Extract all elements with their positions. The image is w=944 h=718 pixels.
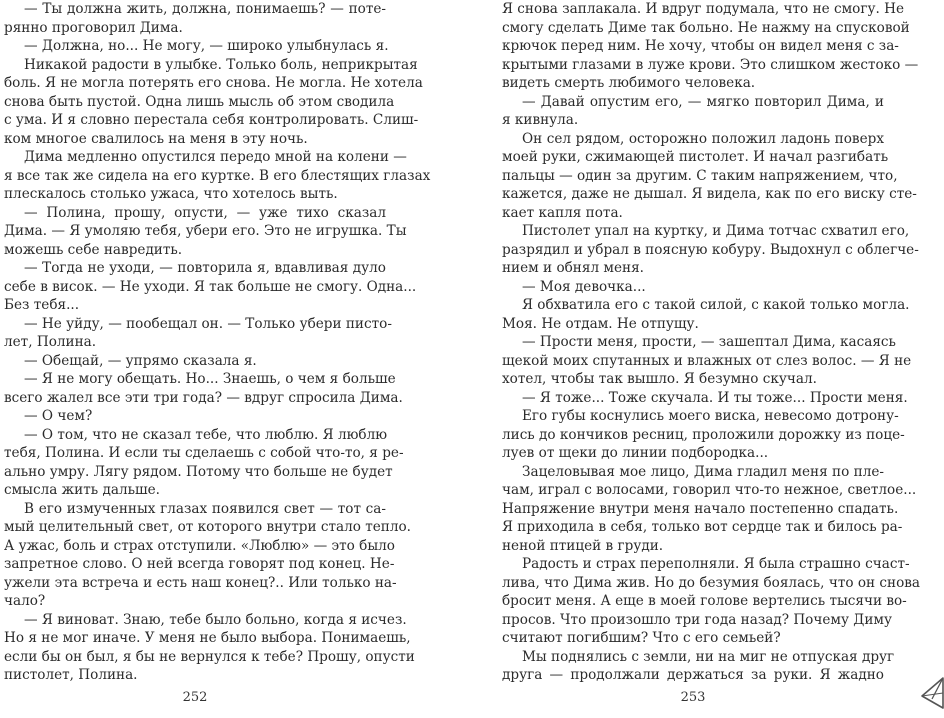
text-line: В его измученных глазах появился свет — тот са- <box>24 500 386 517</box>
text-line: Его губы коснулись моего виска, невесомо дотрону- <box>522 408 899 424</box>
text-line: Моя. Не отдам. Не отпущу. <box>502 315 699 332</box>
text-line: Дима медленно опустился передо мной на колени — <box>24 149 407 165</box>
text-line: хотел, чтобы так вышло. Я безумно скучал. <box>502 371 817 387</box>
text-line: Напряжение внутри меня начало постепенно спадать. <box>502 500 899 517</box>
text-line: крытыми глазами в луже крови. Это слишком жестоко — <box>502 56 919 73</box>
text-line: тебя, Полина. И если ты сделаешь с собой что-то, я ре- <box>4 445 404 461</box>
text-line: снова быть пустой. Одна лишь мысль об этом сводила <box>4 93 395 110</box>
text-line: — О том, что не сказал тебе, что люблю. Я люблю <box>24 426 388 443</box>
text-line: рянно проговорил Дима. <box>4 19 183 36</box>
text-line: крючок перед ним. Не хочу, чтобы он видел меня с за- <box>502 38 899 54</box>
text-line: — Я виноват. Знаю, тебе было больно, когда я исчез. <box>24 611 407 628</box>
text-line: — Тогда не уходи, — повторила я, вдавливая дуло <box>24 260 386 276</box>
text-line: кажется, даже не дышал. Я видела, как по его виску сте- <box>502 186 917 202</box>
text-line: я кивнула. <box>502 112 579 128</box>
text-line: боль. Я не могла потерять его снова. Не могла. Не хотела <box>4 75 423 91</box>
text-line: чам, играл с волосами, говорил что-то нежное, светлое... <box>502 482 917 498</box>
page-number-right: 253 <box>680 690 706 705</box>
text-line: — Давай опустим его, — мягко повторил Дима, и <box>522 93 884 110</box>
text-line: Пистолет упал на куртку, и Дима тотчас схватил его, <box>522 223 910 239</box>
text-line: ужели эта встреча и есть наш конец?.. Или только на- <box>4 574 397 591</box>
text-line: Но я не мог иначе. У меня не было выбора. Понимаешь, <box>4 630 411 646</box>
text-line: щекой моих спутанных и влажных от слез волос. — Я не <box>502 352 912 369</box>
text-line: Никакой радости в улыбке. Только боль, неприкрытая <box>24 56 418 73</box>
text-line: плескалось столько ужаса, что хотелось выть. <box>4 186 338 202</box>
page-number-left: 252 <box>182 690 208 705</box>
text-line: — Ты должна жить, должна, понимаешь? — поте- <box>24 1 386 17</box>
text-line: луев от щеки до линии подбородка... <box>502 445 769 461</box>
text-line: мый целительный свет, от которого внутри стало тепло. <box>4 519 411 535</box>
text-line: всего жалел все эти три года? — вдруг спросила Дима. <box>4 389 403 406</box>
text-line: — Полина, прошу, опусти, — уже тихо сказал <box>24 204 386 221</box>
paper-plane-icon[interactable] <box>914 672 944 712</box>
text-line: — Прости меня, прости, — зашептал Дима, касаясь <box>522 334 896 350</box>
text-line: Мы поднялись с земли, ни на миг не отпуская друг <box>522 648 895 665</box>
text-line: Дима. — Я умоляю тебя, убери его. Это не игрушка. Ты <box>4 223 407 239</box>
text-line: лет, Полина. <box>4 334 97 350</box>
text-line: бросит меня. А еще в моей голове вертелись тысячи во- <box>502 593 907 609</box>
text-line: лива, что Дима жив. Но до безумия боялась, что он снова <box>502 574 921 591</box>
text-line: разрядил и убрал в поясную кобуру. Выдохнул с облегче- <box>502 241 919 258</box>
text-line: просов. Что произошло три года назад? Почему Диму <box>502 611 892 628</box>
text-line: ком многое свалилось на меня в эту ночь. <box>4 130 308 147</box>
text-line: смогу сделать Диме так больно. Не нажму на спусковой <box>502 19 910 36</box>
text-line: — Обещай, — упрямо сказала я. <box>24 352 257 369</box>
text-line: считают погибшим? Что с его семьей? <box>502 630 781 646</box>
text-line: Он сел рядом, осторожно положил ладонь поверх <box>522 130 884 147</box>
text-line: с ума. И я словно перестала себя контролировать. Слиш- <box>4 112 419 128</box>
text-line: моей руки, сжимающей пистолет. И начал разгибать <box>502 149 889 165</box>
text-line: неной птицей в груди. <box>502 537 664 554</box>
text-line: лись до кончиков ресниц, проложили дорожку из поце- <box>502 426 905 443</box>
text-line: друга — продолжали держаться за руки. Я жадно <box>502 667 884 683</box>
text-line: запретное слово. О ней всегда говорят под конец. Не- <box>4 556 395 572</box>
text-line: себе в висок. — Не уходи. Я так больше не смогу. Одна... <box>4 278 417 295</box>
text-line: — О чем? <box>24 408 93 424</box>
text-line: ально умру. Лягу рядом. Потому что больше не будет <box>4 463 393 480</box>
text-line: Я приходила в себя, только вот сердце так и билось ра- <box>502 519 903 535</box>
text-line: — Я тоже... Тоже скучала. И ты тоже... Прости меня. <box>522 389 908 406</box>
text-line: нием и обнял меня. <box>502 260 644 276</box>
text-line: смысла жить дальше. <box>4 482 161 498</box>
text-line: Радость и страх переполняли. Я была страшно счаст- <box>522 556 910 572</box>
text-line: чало? <box>4 593 46 609</box>
text-line: пальцы — один за другим. С таким напряжением, что, <box>502 167 898 184</box>
text-line: — Моя девочка... <box>522 278 646 295</box>
text-line: я все так же сидела на его куртке. В его блестящих глазах <box>4 167 431 184</box>
text-line: — Должна, но... Не могу, — широко улыбнулась я. <box>24 38 389 54</box>
text-line: А ужас, боль и страх отступили. «Люблю» — это было <box>4 537 395 554</box>
text-line: — Не уйду, — пообещал он. — Только убери писто- <box>24 315 392 332</box>
text-line: Я снова заплакала. И вдруг подумала, что не смогу. Не <box>502 1 905 17</box>
text-line: если бы он был, я бы не вернулся к тебе? Прошу, опусти <box>4 648 415 665</box>
text-line: — Я не могу обещать. Но... Знаешь, о чем я больше <box>24 371 396 387</box>
text-line: Без тебя... <box>4 297 80 313</box>
text-line: можешь себе навредить. <box>4 241 183 258</box>
text-line: пистолет, Полина. <box>4 667 138 683</box>
text-line: Зацеловывая мое лицо, Дима гладил меня по пле- <box>522 463 884 480</box>
text-line: Я обхватила его с такой силой, с какой только могла. <box>522 297 910 313</box>
text-line: видеть смерть любимого человека. <box>502 75 756 91</box>
text-line: кает капля пота. <box>502 204 623 221</box>
